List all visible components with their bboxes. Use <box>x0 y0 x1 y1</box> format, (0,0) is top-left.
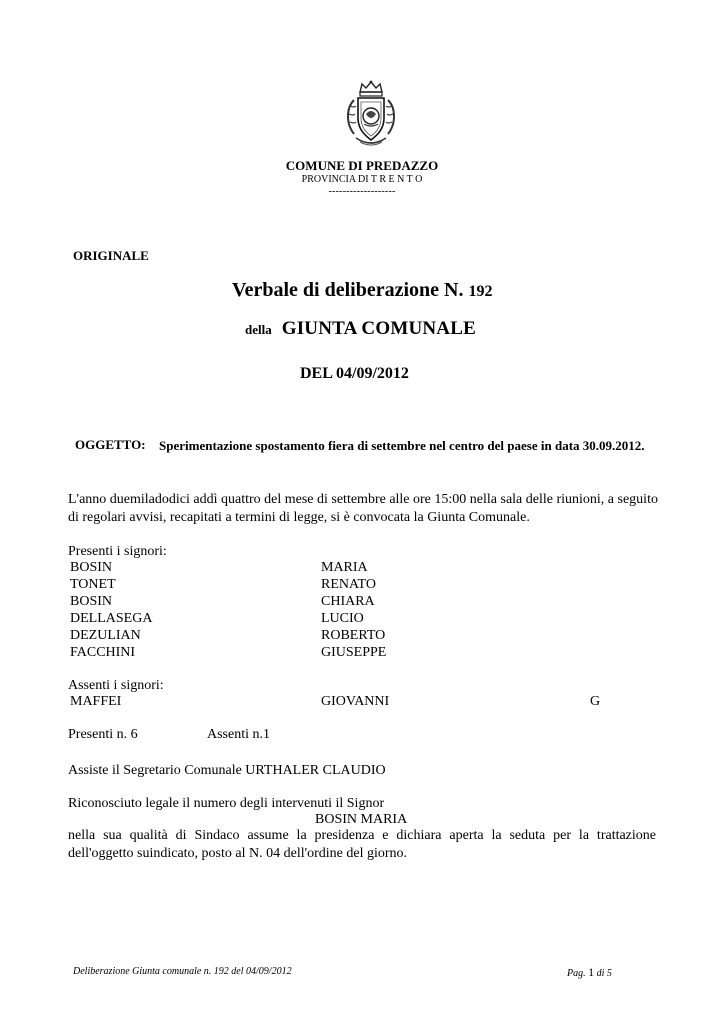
intro-paragraph: L'anno duemiladodici addì quattro del mese di settembre alle ore 15:00 nella sala delle riunioni, a seguito di regolari avvisi, recapitati a termini di legge, si è convocata la Giunta Comunale. <box>68 492 658 525</box>
presenti-row <box>70 559 370 576</box>
presente-name: ROBERTO <box>321 628 386 643</box>
footer-reference: Deliberazione Giunta comunale n. 192 del 04/09/2012 <box>73 966 292 977</box>
presente-surname: DEZULIAN <box>70 628 141 643</box>
presenti-row <box>70 627 386 644</box>
presente-name: LUCIO <box>321 611 364 626</box>
presenti-row <box>70 610 370 627</box>
page-suffix: di 5 <box>596 968 612 979</box>
presente-name: RENATO <box>321 577 376 592</box>
oggetto-text: Sperimentazione spostamento fiera di settembre nel centro del paese in data 30.09.2012. <box>159 438 645 453</box>
presente-name: CHIARA <box>321 594 375 609</box>
page-indicator <box>567 965 612 980</box>
municipal-coat-of-arms-icon <box>340 78 402 148</box>
date-title: DEL 04/09/2012 <box>300 365 409 382</box>
presenti-row <box>70 644 387 661</box>
presenti-count: Presenti n. 6 <box>68 727 138 742</box>
sindaco-name: BOSIN MARIA <box>315 812 408 827</box>
presente-name: GIUSEPPE <box>321 645 387 660</box>
presente-surname: DELLASEGA <box>70 611 153 626</box>
presidenza-paragraph: nella sua qualità di Sindaco assume la presidenza e dichiara aperta la seduta per la trattazione dell'oggetto suindicato, posto al N. 04 dell'ordine del giorno. <box>68 828 656 861</box>
assenti-count: Assenti n.1 <box>207 727 270 742</box>
assente-name: GIOVANNI <box>321 694 390 709</box>
verbale-label: Verbale di deliberazione N. <box>232 279 464 301</box>
assente-note: G <box>590 694 601 709</box>
originale-label: ORIGINALE <box>73 248 149 263</box>
page-number: 1 <box>588 965 595 979</box>
presenti-label: Presenti i signori: <box>68 544 167 559</box>
riconosciuto-line: Riconosciuto legale il numero degli intervenuti il Signor <box>68 796 385 811</box>
giunta-title <box>245 318 476 340</box>
assenti-label: Assenti i signori: <box>68 678 164 693</box>
verbale-title <box>232 279 492 302</box>
assente-surname: MAFFEI <box>70 694 122 709</box>
presente-surname: BOSIN <box>70 594 113 609</box>
verbale-number: 192 <box>468 283 493 300</box>
presente-surname: BOSIN <box>70 560 113 575</box>
della-label: della <box>245 322 272 337</box>
presente-surname: FACCHINI <box>70 645 136 660</box>
provincia-subtitle: PROVINCIA DI T R E N T O <box>301 174 423 185</box>
header-separator: ------------------- <box>328 186 396 197</box>
presente-surname: TONET <box>70 577 116 592</box>
comune-title: COMUNE DI PREDAZZO <box>285 158 439 173</box>
giunta-comunale-label: GIUNTA COMUNALE <box>281 318 476 339</box>
page-prefix: Pag. <box>567 968 586 979</box>
segretario-line: Assiste il Segretario Comunale URTHALER CLAUDIO <box>68 763 386 778</box>
presenti-list <box>70 559 387 661</box>
presenti-row <box>70 593 375 610</box>
oggetto-label: OGGETTO: <box>75 437 146 452</box>
presente-name: MARIA <box>321 560 368 575</box>
presenti-row <box>70 576 376 593</box>
